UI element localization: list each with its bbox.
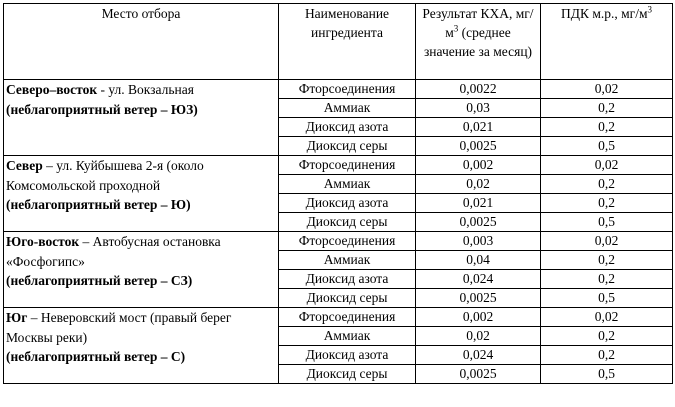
result-cell: 0,04 — [416, 251, 541, 270]
location-name: Северо–восток — [6, 82, 98, 97]
location-desc: – Неверовский мост (правый берег Москвы реки) — [6, 310, 232, 345]
table-row — [4, 156, 673, 175]
ingredient-cell: Диоксид серы — [279, 213, 416, 232]
pdk-cell: 0,2 — [541, 251, 673, 270]
result-cell: 0,021 — [416, 194, 541, 213]
pdk-cell: 0,2 — [541, 118, 673, 137]
header-row — [4, 4, 673, 80]
ingredient-cell: Фторсоединения — [279, 308, 416, 327]
result-cell: 0,02 — [416, 175, 541, 194]
location-wind: (неблагоприятный ветер – ЮЗ) — [6, 101, 198, 117]
ingredient-cell: Фторсоединения — [279, 156, 416, 175]
ingredient-cell: Фторсоединения — [279, 80, 416, 99]
result-cell: 0,021 — [416, 118, 541, 137]
pdk-cell: 0,2 — [541, 175, 673, 194]
ingredient-cell: Диоксид серы — [279, 289, 416, 308]
table-row — [4, 232, 673, 251]
location-desc: – Автобусная остановка «Фосфогипс» — [6, 234, 221, 269]
ingredient-cell: Диоксид азота — [279, 194, 416, 213]
result-cell: 0,024 — [416, 270, 541, 289]
pdk-cell: 0,02 — [541, 80, 673, 99]
location-name: Юг — [6, 310, 28, 325]
location-desc: – ул. Куйбышева 2-я (около Комсомольской проходной — [6, 158, 204, 193]
pdk-cell: 0,2 — [541, 270, 673, 289]
result-cell: 0,002 — [416, 156, 541, 175]
ingredient-cell: Аммиак — [279, 251, 416, 270]
ingredient-cell: Аммиак — [279, 175, 416, 194]
result-cell: 0,003 — [416, 232, 541, 251]
location-name: Север — [6, 158, 43, 173]
location-wind: (неблагоприятный ветер – Ю) — [6, 197, 191, 212]
ingredient-cell: Диоксид серы — [279, 137, 416, 156]
pdk-cell: 0,2 — [541, 327, 673, 346]
header-location: Место отбора — [4, 4, 279, 80]
pdk-cell: 0,5 — [541, 137, 673, 156]
pdk-cell: 0,02 — [541, 308, 673, 327]
pdk-cell: 0,5 — [541, 213, 673, 232]
result-cell: 0,002 — [416, 308, 541, 327]
ingredient-cell: Аммиак — [279, 327, 416, 346]
location-desc: - ул. Вокзальная — [97, 82, 194, 97]
result-cell: 0,02 — [416, 327, 541, 346]
result-cell: 0,0025 — [416, 213, 541, 232]
pdk-cell: 0,5 — [541, 365, 673, 384]
result-cell: 0,03 — [416, 99, 541, 118]
location-wind: (неблагоприятный ветер – С) — [6, 349, 186, 364]
location-cell-south — [4, 308, 279, 384]
location-cell-north — [4, 156, 279, 232]
pdk-cell: 0,02 — [541, 232, 673, 251]
location-cell-southeast — [4, 232, 279, 308]
location-name: Юго-восток — [6, 234, 80, 249]
ingredient-cell: Аммиак — [279, 99, 416, 118]
result-cell: 0,0025 — [416, 289, 541, 308]
result-cell: 0,0025 — [416, 137, 541, 156]
pdk-cell: 0,5 — [541, 289, 673, 308]
ingredient-cell: Диоксид азота — [279, 346, 416, 365]
result-cell: 0,024 — [416, 346, 541, 365]
ingredient-cell: Диоксид азота — [279, 270, 416, 289]
result-cell: 0,0022 — [416, 80, 541, 99]
header-pdk: ПДК м.р., $мг/м^3$ — [541, 4, 673, 80]
table-row — [4, 80, 673, 99]
header-result: Результат КХА, $мг/м^3$ (среднее значение за месяц) — [416, 4, 541, 80]
location-wind: (неблагоприятный ветер – СЗ) — [6, 273, 193, 288]
ingredient-cell: Диоксид азота — [279, 118, 416, 137]
pdk-cell: 0,2 — [541, 99, 673, 118]
ingredient-cell: Фторсоединения — [279, 232, 416, 251]
measurements-table — [3, 3, 673, 384]
ingredient-cell: Диоксид серы — [279, 365, 416, 384]
pdk-cell: 0,2 — [541, 346, 673, 365]
location-cell-northeast — [4, 80, 279, 156]
pdk-cell: 0,02 — [541, 156, 673, 175]
header-ingredient: Наименование ингредиента — [279, 4, 416, 80]
result-cell: 0,0025 — [416, 365, 541, 384]
pdk-cell: 0,2 — [541, 194, 673, 213]
table-row — [4, 308, 673, 327]
